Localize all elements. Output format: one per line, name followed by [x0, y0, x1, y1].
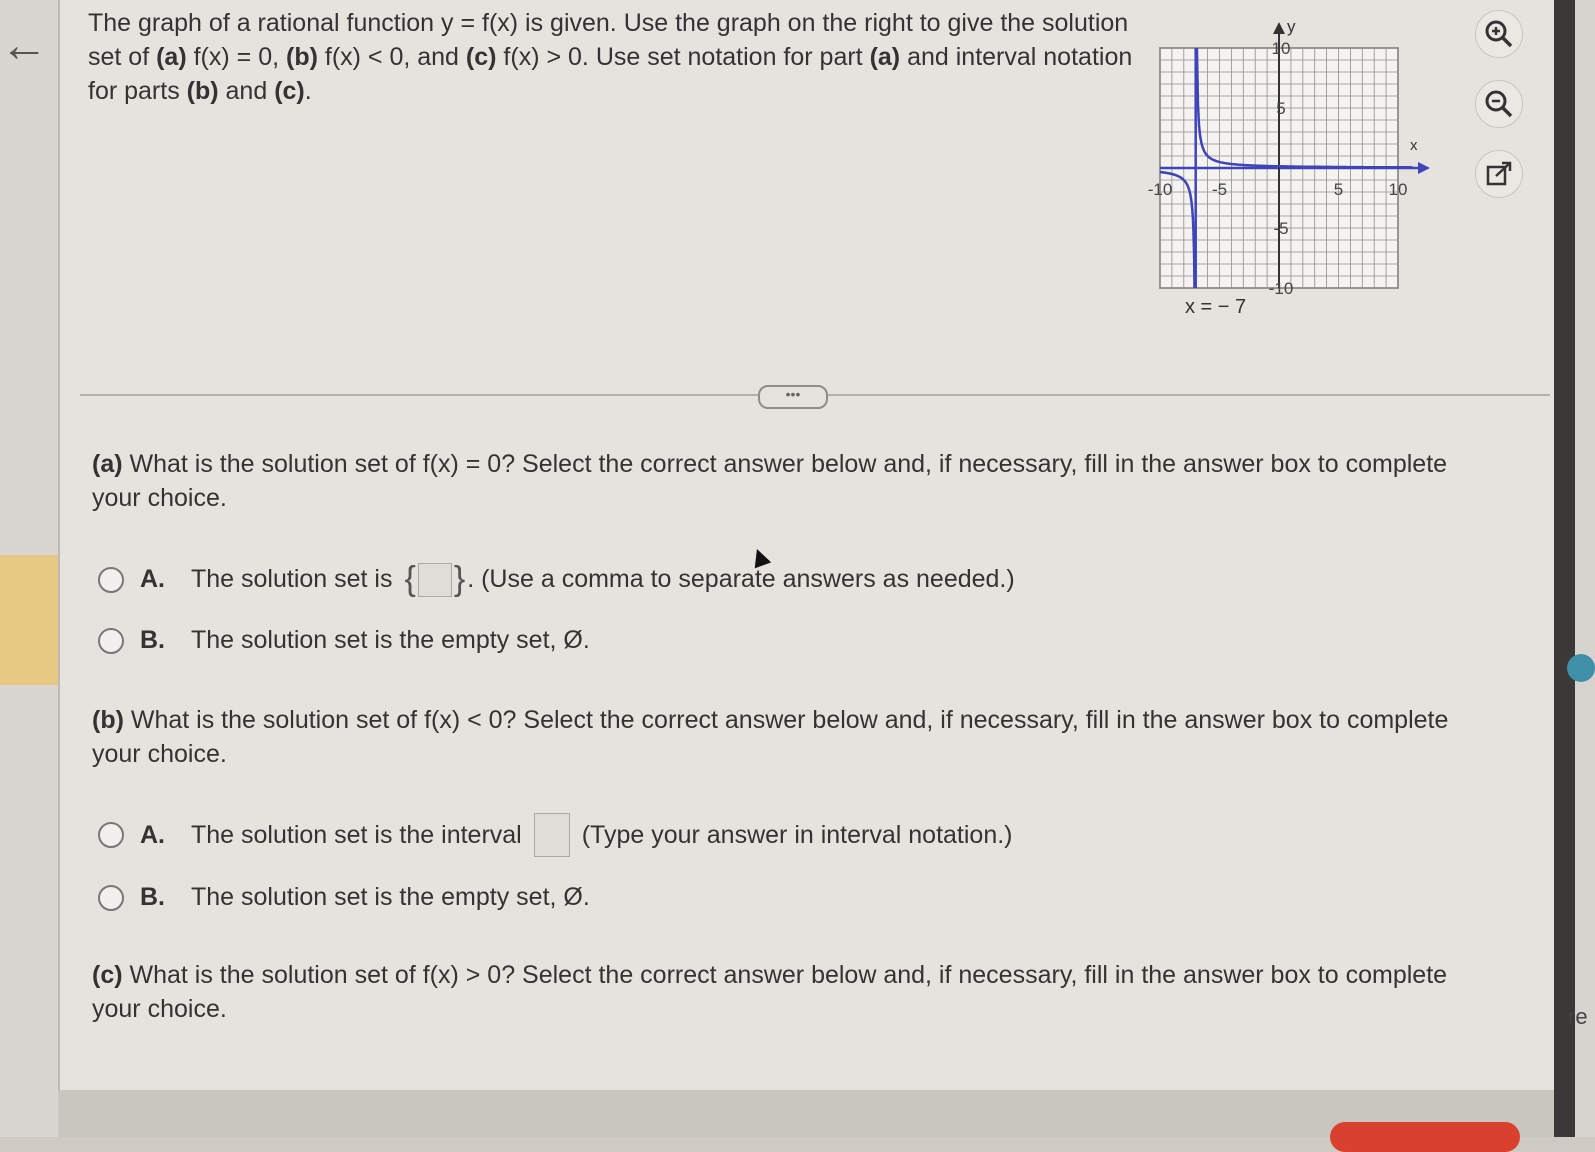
- option-letter: A.: [140, 820, 165, 849]
- zoom-out-icon: [1484, 89, 1514, 119]
- problem-bold: (a): [869, 43, 901, 71]
- y-axis-arrow: [1273, 22, 1285, 34]
- question-a-tag: (a): [92, 450, 123, 478]
- question-a: [92, 447, 1472, 515]
- divider-handle[interactable]: •••: [758, 385, 828, 409]
- radio-button[interactable]: [98, 822, 124, 848]
- problem-text: .: [304, 77, 312, 105]
- problem-bold: (c): [274, 77, 305, 105]
- option-text: The solution set is the interval: [191, 820, 522, 849]
- problem-bold: (c): [465, 43, 497, 71]
- side-indicator: [1567, 654, 1595, 682]
- x-tick-label: -5: [1211, 180, 1228, 199]
- y-tick-label: 10: [1271, 39, 1291, 58]
- answer-box-a[interactable]: [418, 563, 452, 597]
- zoom-out-button[interactable]: [1475, 80, 1523, 128]
- problem-text: The graph of a rational function y = f(x) is given. Use the graph on the right to give the solution set of: [88, 9, 1129, 71]
- back-arrow-icon[interactable]: ←: [0, 19, 48, 72]
- question-b: [92, 703, 1472, 771]
- popout-button[interactable]: [1475, 150, 1523, 198]
- external-link-icon: [1484, 159, 1514, 189]
- asymptote-label: x = − 7: [1185, 296, 1247, 318]
- option-a-a[interactable]: [98, 560, 1015, 599]
- option-text: The solution set is: [191, 565, 393, 593]
- zoom-in-icon: [1484, 19, 1514, 49]
- y-tick-label: 5: [1276, 99, 1286, 118]
- left-highlight: [0, 555, 58, 685]
- problem-statement: [88, 6, 1133, 108]
- option-hint: (Type your answer in interval notation.): [581, 820, 1013, 849]
- question-a-text: What is the solution set of f(x) = 0? Select the correct answer below and, if necessary, fill in the answer box to complete your choice.: [92, 450, 1448, 512]
- x-tick-label: 10: [1388, 180, 1408, 199]
- option-hint: . (Use a comma to separate answers as needed.): [467, 565, 1015, 593]
- option-a-b[interactable]: [98, 626, 590, 655]
- y-tick-label: -5: [1273, 219, 1289, 238]
- radio-button[interactable]: [98, 628, 124, 654]
- option-b-a[interactable]: [98, 813, 1013, 857]
- problem-bold: (b): [286, 43, 318, 71]
- graph-svg: [1147, 10, 1470, 330]
- problem-text: and: [218, 77, 275, 105]
- brace-close: }: [453, 560, 466, 598]
- option-letter: A.: [140, 565, 165, 593]
- check-answer-button[interactable]: [1330, 1122, 1520, 1152]
- mouse-cursor-icon: ▲: [740, 535, 780, 578]
- x-tick-label: -10: [1147, 180, 1173, 199]
- option-letter: B.: [140, 626, 165, 654]
- question-c: [92, 958, 1472, 1026]
- option-text: The solution set is the empty set, Ø.: [191, 626, 590, 654]
- x-axis-label: x: [1410, 137, 1418, 154]
- option-text: The solution set is the empty set, Ø.: [191, 883, 590, 911]
- right-edge: [1575, 0, 1595, 1137]
- answer-box-b[interactable]: [534, 813, 570, 857]
- y-tick-label: -10: [1268, 279, 1294, 298]
- question-b-text: What is the solution set of f(x) < 0? Select the correct answer below and, if necessary, fill in the answer box to complete your choice.: [92, 706, 1449, 768]
- right-edge-text: re: [1568, 1004, 1588, 1029]
- x-axis-arrow: [1418, 162, 1430, 174]
- problem-text: and interval notation for parts: [88, 43, 1133, 105]
- rational-function-graph: [1147, 10, 1470, 330]
- x-tick-label: 5: [1333, 180, 1344, 199]
- zoom-in-button[interactable]: [1475, 10, 1523, 58]
- radio-button[interactable]: [98, 567, 124, 593]
- problem-text: f(x) < 0, and: [317, 43, 466, 71]
- problem-text: f(x) > 0. Use set notation for part: [496, 43, 870, 71]
- option-b-b[interactable]: [98, 883, 590, 912]
- option-letter: B.: [140, 883, 165, 911]
- problem-bold: (b): [186, 77, 219, 105]
- question-b-tag: (b): [92, 706, 124, 734]
- y-axis-label: y: [1287, 17, 1296, 36]
- radio-button[interactable]: [98, 885, 124, 911]
- question-c-tag: (c): [92, 961, 123, 989]
- question-c-text: What is the solution set of f(x) > 0? Select the correct answer below and, if necessary, fill in the answer box to complete your choice.: [92, 961, 1448, 1023]
- problem-text: f(x) = 0,: [186, 43, 286, 71]
- brace-open: {: [404, 560, 416, 598]
- bottom-bar: [58, 1090, 1554, 1137]
- problem-bold: (a): [156, 43, 187, 71]
